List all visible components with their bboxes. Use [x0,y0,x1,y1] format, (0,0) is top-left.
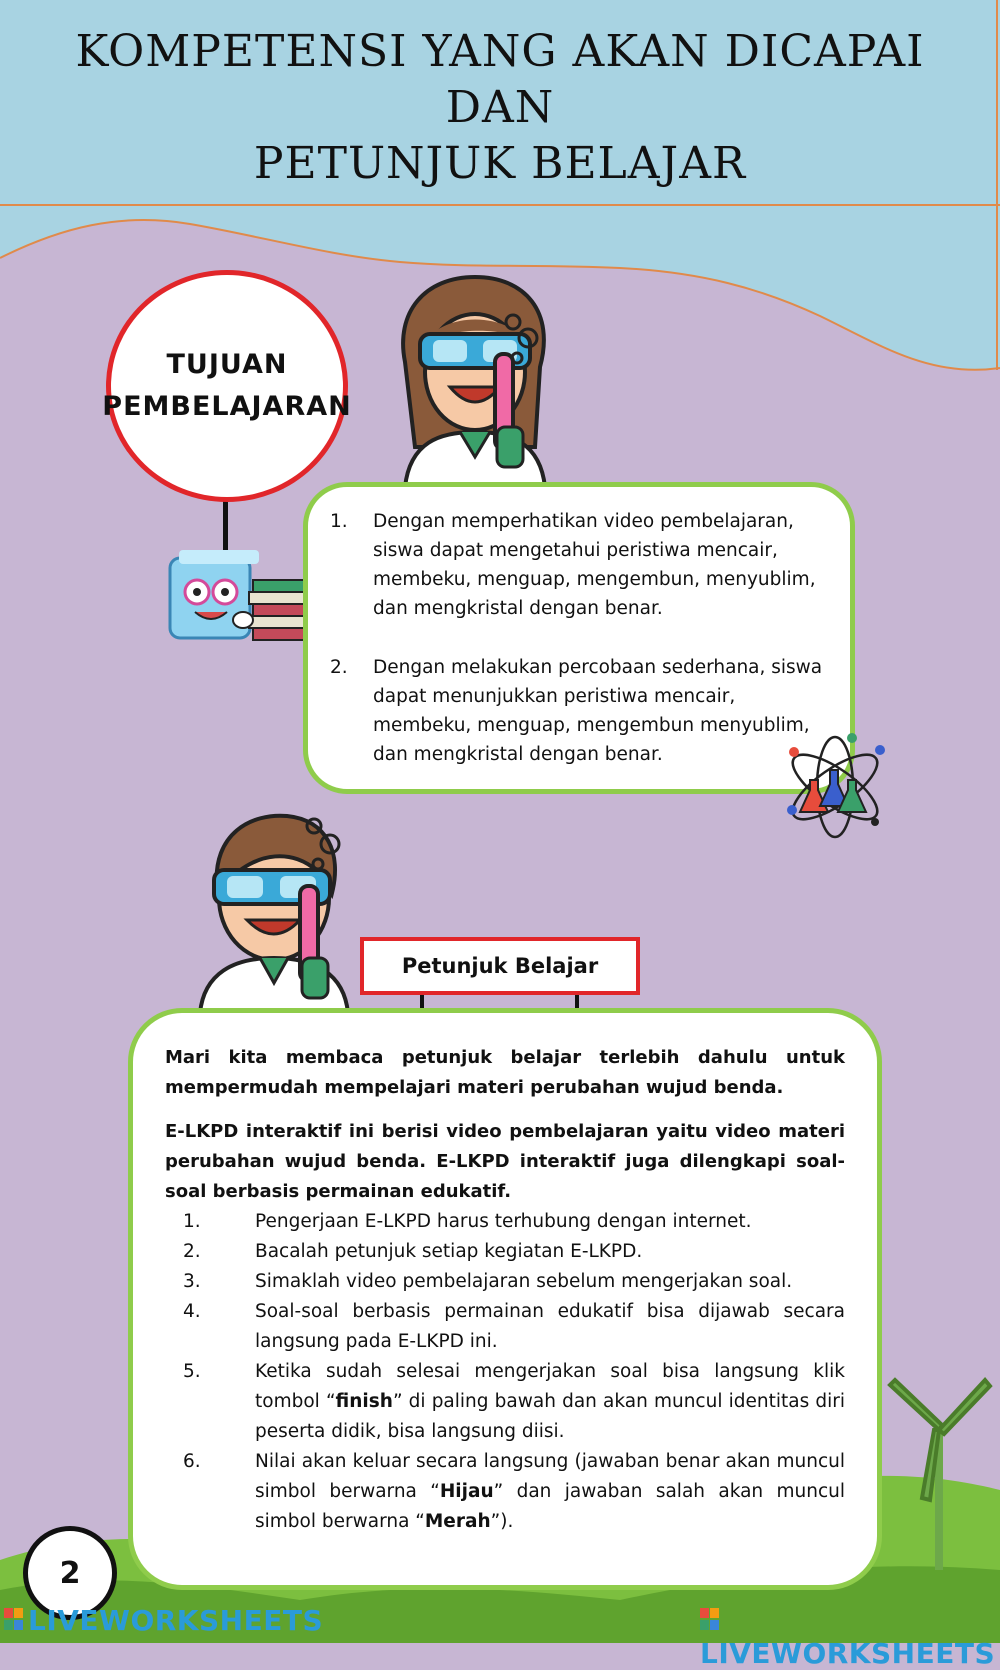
finish-keyword: finish [335,1391,393,1412]
ice-cube-books-illustration [165,550,325,650]
step-number: 5. [183,1361,201,1382]
tujuan-line-2: PEMBELAJARAN [102,391,352,422]
step-number: 2. [183,1241,201,1262]
petunjuk-box [128,1008,882,1590]
step-text: Bacalah petunjuk setiap kegiatan E-LKPD. [255,1241,643,1262]
liveworksheets-logo-icon [700,1608,720,1632]
list-item-number: 2. [330,657,348,678]
list-item-text: Dengan memperhatikan video pembelajaran, siswa dapat mengetahui peristiwa mencair, membeku, menguap, mengembun, menyublim, dan mengkristal dengan benar. [373,511,816,619]
step-text-part: ” di paling bawah dan akan muncul identitas diri peserta didik, bisa langsung diisi. [255,1391,846,1442]
step-text: Pengerjaan E-LKPD harus terhubung dengan internet. [255,1211,752,1232]
list-item [165,1297,845,1357]
tujuan-line-1: TUJUAN [166,349,288,380]
merah-keyword: Merah [424,1511,491,1532]
step-text-part: Nilai akan keluar secara langsung (jawaban benar akan muncul simbol berwarna “ [255,1451,845,1502]
step-text: Simaklah video pembelajaran sebelum mengerjakan soal. [255,1271,793,1292]
atom-flask-illustration [780,732,890,842]
list-item [165,1207,845,1237]
step-number: 3. [183,1271,201,1292]
step-number: 1. [183,1211,201,1232]
watermark-text: LIVEWORKSHEETS [28,1604,324,1637]
list-item [165,1357,845,1447]
connector-line [223,498,228,558]
tujuan-pembelajaran-badge [102,270,352,502]
step-number: 6. [183,1451,201,1472]
scientist-girl-illustration [385,272,565,487]
page-title [0,24,1000,192]
list-item-number: 1. [330,511,348,532]
title-line-3: PETUNJUK BELAJAR [253,138,747,189]
watermark-left [4,1604,323,1637]
petunjuk-intro-paragraph: Mari kita membaca petunjuk belajar terlebih dahulu untuk mempermudah mempelajari materi perubahan wujud benda. [165,1047,845,1098]
list-item-text: Dengan melakukan percobaan sederhana, siswa dapat menunjukkan peristiwa mencair, membeku, menguap, mengembun menyublim, dan mengkristal dengan benar. [373,657,823,765]
list-item [165,1447,845,1537]
step-text [255,1447,845,1537]
list-item [165,1237,845,1267]
petunjuk-steps-list [165,1207,845,1537]
hijau-keyword: Hijau [439,1481,494,1502]
title-line-1: KOMPETENSI YANG AKAN DICAPAI [75,26,925,77]
watermark-text: LIVEWORKSHEETS [700,1637,996,1670]
title-line-2: DAN [445,82,555,133]
list-item [165,1267,845,1297]
step-text: Soal-soal berbasis permainan edukatif bisa dijawab secara langsung pada E-LKPD ini. [255,1301,845,1352]
step-text-part: ” dan jawaban salah akan muncul simbol berwarna “ [255,1481,846,1532]
liveworksheets-logo-icon [4,1608,24,1632]
scientist-boy-illustration [192,808,362,1013]
step-text-part: Ketika sudah selesai mengerjakan soal bisa langsung klik tombol “ [255,1361,845,1412]
step-number: 4. [183,1301,201,1322]
petunjuk-belajar-label: Petunjuk Belajar [360,937,640,995]
watermark-right [700,1604,1000,1670]
tujuan-list-box [303,482,855,794]
step-text-part: ”). [490,1511,514,1532]
step-text [255,1357,845,1447]
page-number: 2 [23,1526,117,1620]
petunjuk-description-paragraph: E-LKPD interaktif ini berisi video pembelajaran yaitu video materi perubahan wujud benda. E-LKPD interaktif juga dilengkapi soal-soal berbasis permainan edukatif. [165,1121,845,1202]
